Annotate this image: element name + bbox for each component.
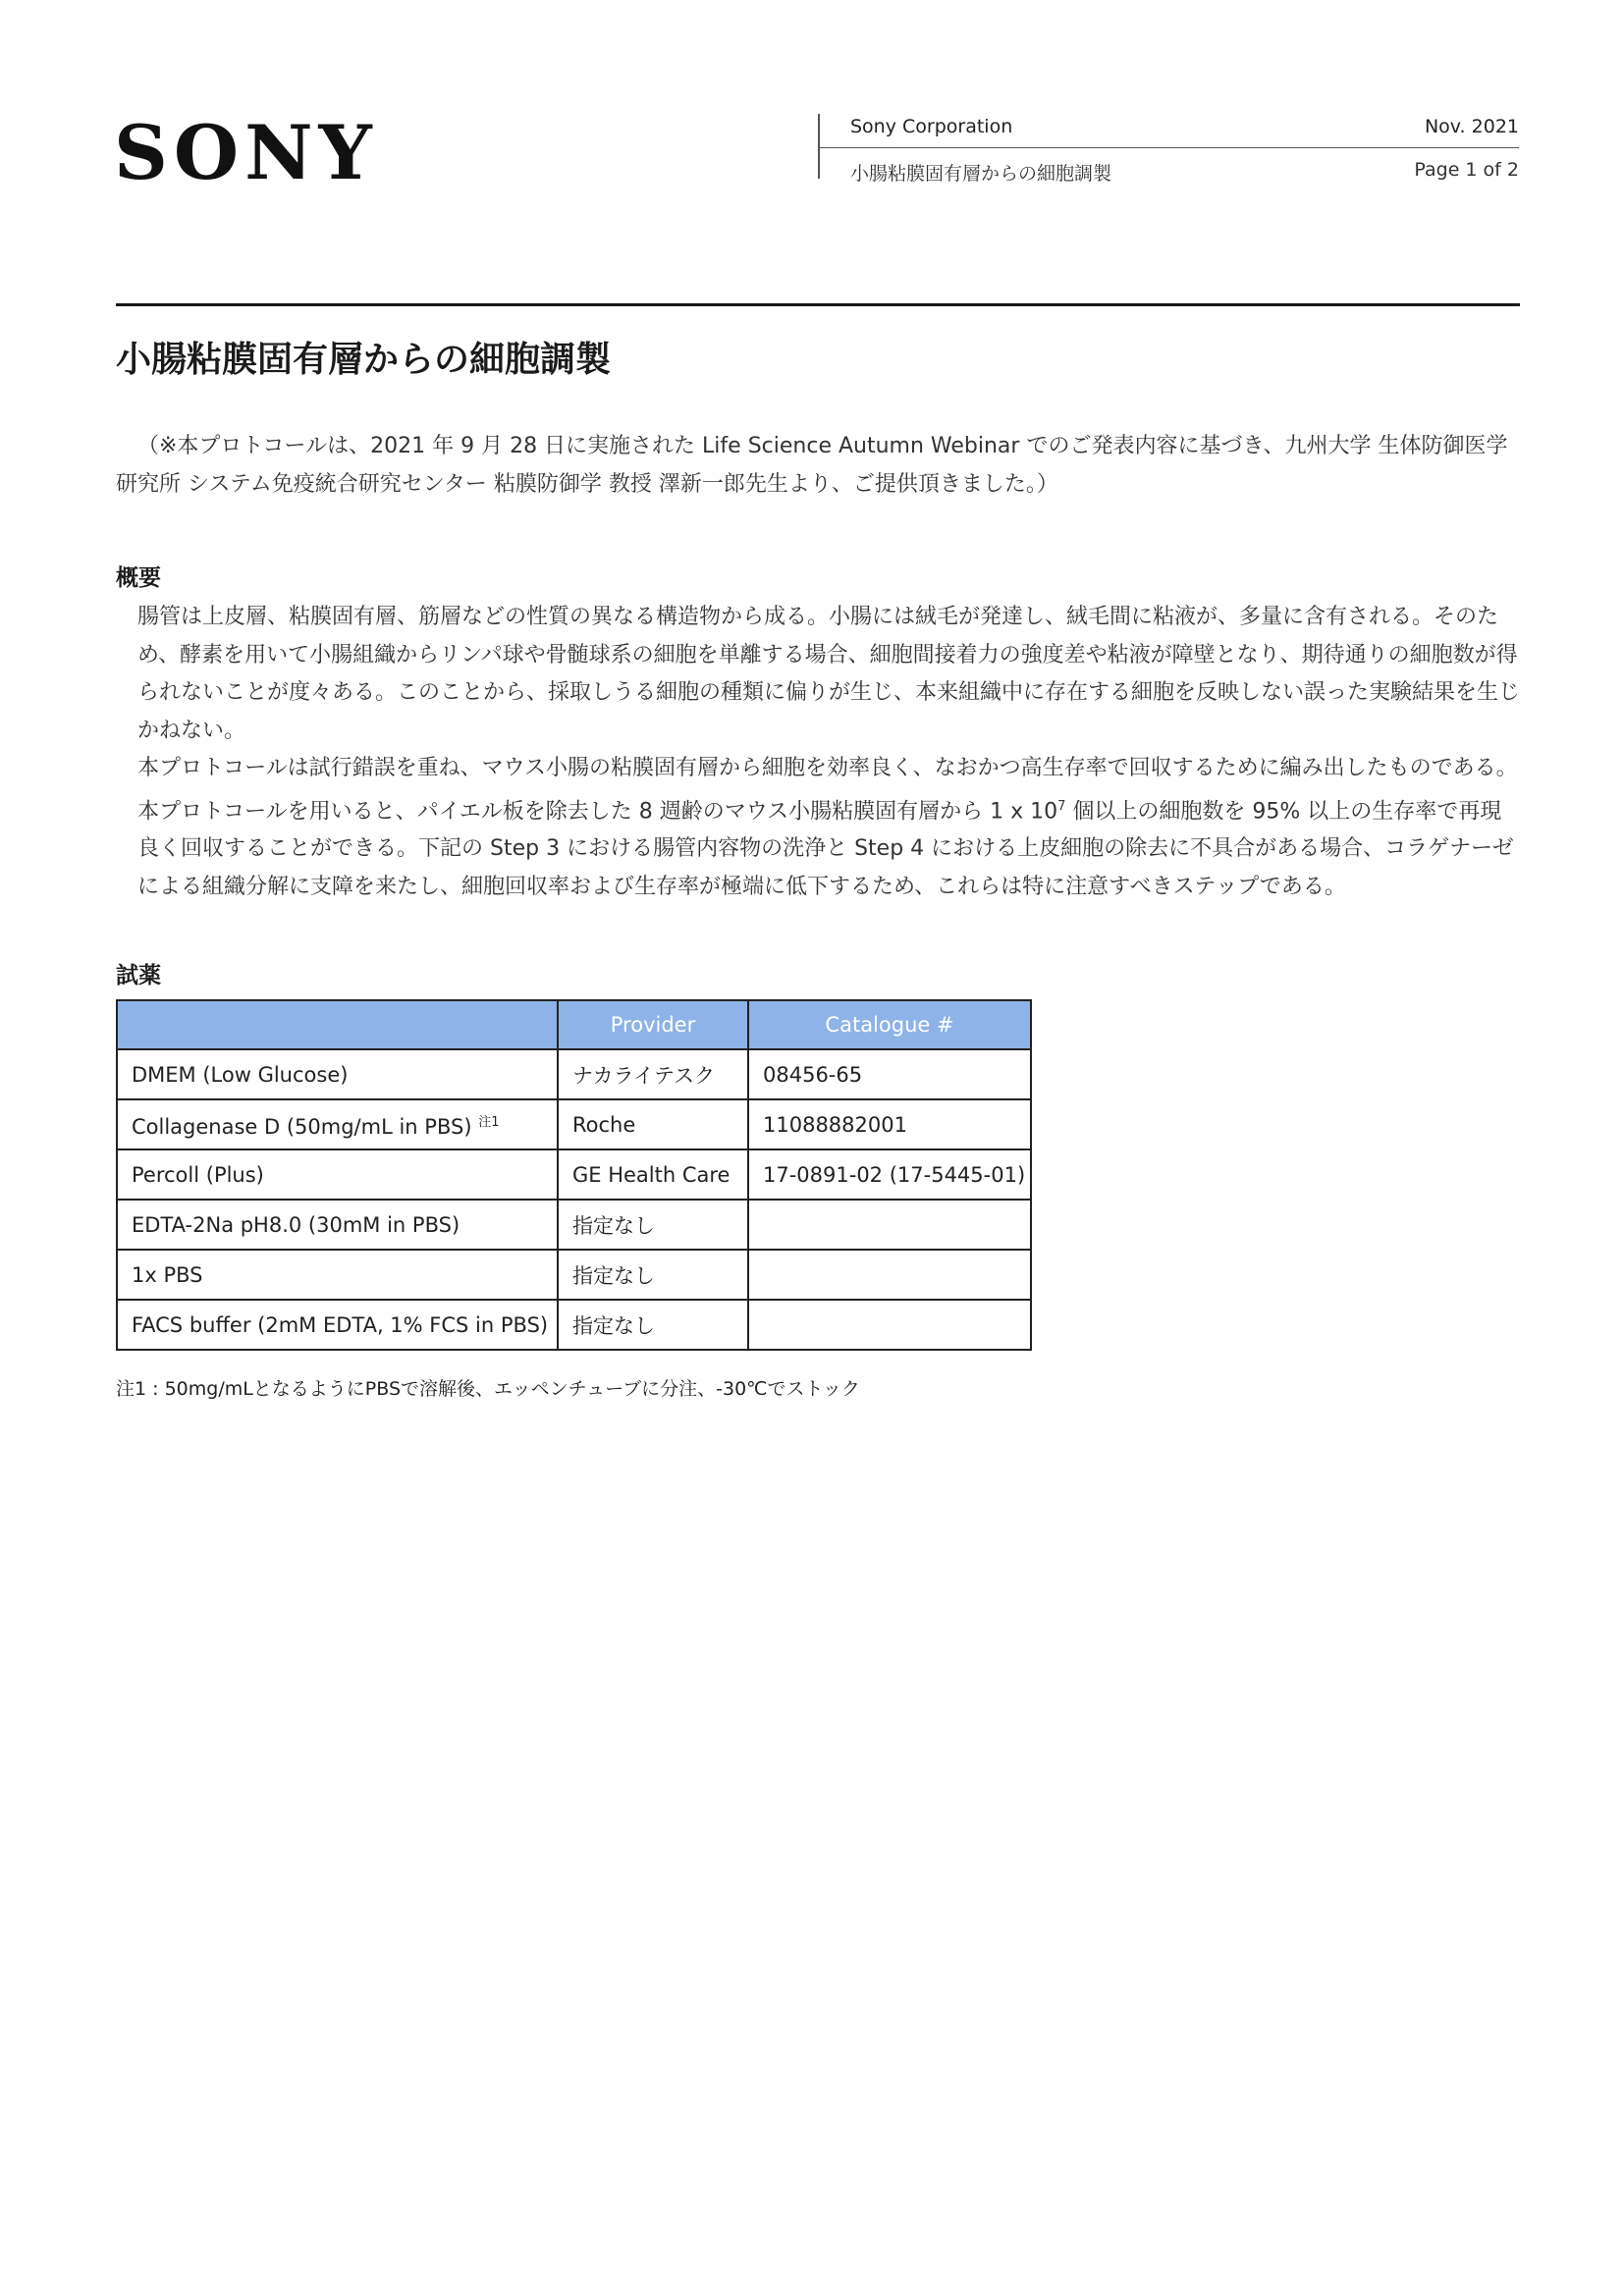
reagent-name: DMEM (Low Glucose) [132, 1062, 349, 1087]
document-title: 小腸粘膜固有層からの細胞調製 [116, 340, 612, 380]
intro-line-2: 研究所 システム免疫統合研究センター 粘膜防御学 教授 澤新一郎先生より、ご提供頂きました。） [116, 472, 1058, 497]
catalogue-cell: 08456-65 [748, 1049, 1031, 1099]
reagent-name-cell [117, 1200, 558, 1250]
exponent: 7 [1057, 798, 1066, 814]
overview-paragraph-2: 本プロトコールは試行錯誤を重ね、マウス小腸の粘膜固有層から細胞を効率良く、なおかつ高生存率で回収するために編み出したものである。 [137, 756, 1518, 780]
overview-paragraph-3 [116, 788, 1520, 907]
reagent-name: Percoll (Plus) [132, 1162, 264, 1187]
catalogue-cell: 17-0891-02 (17-5445-01) [748, 1149, 1031, 1200]
overview-body [116, 599, 1520, 906]
paragraph-3-part-2: 個以上の細胞数を 95% 以上の生存率で再現良く回収することができる。下記の Step 3 における腸管内容物の洗浄と Step 4 における上皮細胞の除去に不具合がある場合、コラゲナーゼによる組織分解に支障を来たし、細胞回収率および生存率が極端に低下するため、これらは特に注意すべきステップである。 [137, 798, 1514, 899]
reagent-name-cell [117, 1099, 558, 1149]
sony-logo: SONY [114, 109, 378, 196]
provider-cell: 指定なし [558, 1300, 748, 1350]
table-footnote: 注1 : 50mg/mLとなるようにPBSで溶解後、エッペンチューブに分注、-30℃でストック [116, 1378, 860, 1400]
table-row [117, 1300, 1031, 1350]
header-date: Nov. 2021 [1424, 116, 1519, 137]
column-header-catalogue: Catalogue # [748, 1000, 1031, 1049]
reagent-name: EDTA-2Na pH8.0 (30mM in PBS) [132, 1212, 460, 1237]
provider-cell: GE Health Care [558, 1149, 748, 1200]
header-subtitle: 小腸粘膜固有層からの細胞調製 [850, 163, 1112, 185]
provider-cell: Roche [558, 1099, 748, 1149]
provider-cell: 指定なし [558, 1250, 748, 1300]
column-header-reagent [117, 1000, 558, 1049]
catalogue-cell [748, 1200, 1031, 1250]
provider-cell: 指定なし [558, 1200, 748, 1250]
section-heading-reagents: 試薬 [116, 963, 161, 988]
paragraph-3-part-1: 本プロトコールを用いると、パイエル板を除去した 8 週齢のマウス小腸粘膜固有層から 1 x 10 [137, 798, 1058, 824]
reagent-name-cell [117, 1250, 558, 1300]
catalogue-cell [748, 1300, 1031, 1350]
table-row [117, 1099, 1031, 1149]
reagent-name: Collagenase D (50mg/mL in PBS) [132, 1114, 472, 1139]
header-divider-horizontal [820, 147, 1519, 148]
reagent-name: 1x PBS [132, 1262, 203, 1287]
catalogue-cell: 11088882001 [748, 1099, 1031, 1149]
header-divider-vertical [818, 114, 820, 179]
provider-cell: ナカライテスク [558, 1049, 748, 1099]
title-rule [116, 303, 1520, 306]
intro-line-1: （※本プロトコールは、2021 年 9 月 28 日に実施された Life Science Autumn Webinar でのご発表内容に基づき、九州大学 生体防御医学 [137, 434, 1508, 458]
section-heading-overview: 概要 [116, 565, 161, 591]
reagent-name-cell [117, 1149, 558, 1200]
catalogue-cell [748, 1250, 1031, 1300]
intro-note [116, 427, 1520, 504]
table-row [117, 1149, 1031, 1200]
overview-paragraph-1: 腸管は上皮層、粘膜固有層、筋層などの性質の異なる構造物から成る。小腸には絨毛が発達し、絨毛間に粘液が、多量に含有される。そのため、酵素を用いて小腸組織からリンパ球や骨髄球系の細胞を単離する場合、細胞間接着力の強度差や粘液が障壁となり、期待通りの細胞数が得られないことが度々ある。このことから、採取しうる細胞の種類に偏りが生じ、本来組織中に存在する細胞を反映しない誤った実験結果を生じかねない。 [137, 605, 1521, 743]
table-row [117, 1200, 1031, 1250]
reagent-name-cell [117, 1300, 558, 1350]
table-row [117, 1049, 1031, 1099]
reagent-note: 注1 [478, 1114, 500, 1130]
table-row [117, 1250, 1031, 1300]
header-company: Sony Corporation [850, 116, 1013, 137]
reagents-table [116, 999, 1032, 1351]
header-page-number: Page 1 of 2 [1414, 159, 1519, 181]
column-header-provider: Provider [558, 1000, 748, 1049]
reagent-name: FACS buffer (2mM EDTA, 1% FCS in PBS) [132, 1312, 549, 1337]
reagent-name-cell [117, 1049, 558, 1099]
table-header-row [117, 1000, 1031, 1049]
